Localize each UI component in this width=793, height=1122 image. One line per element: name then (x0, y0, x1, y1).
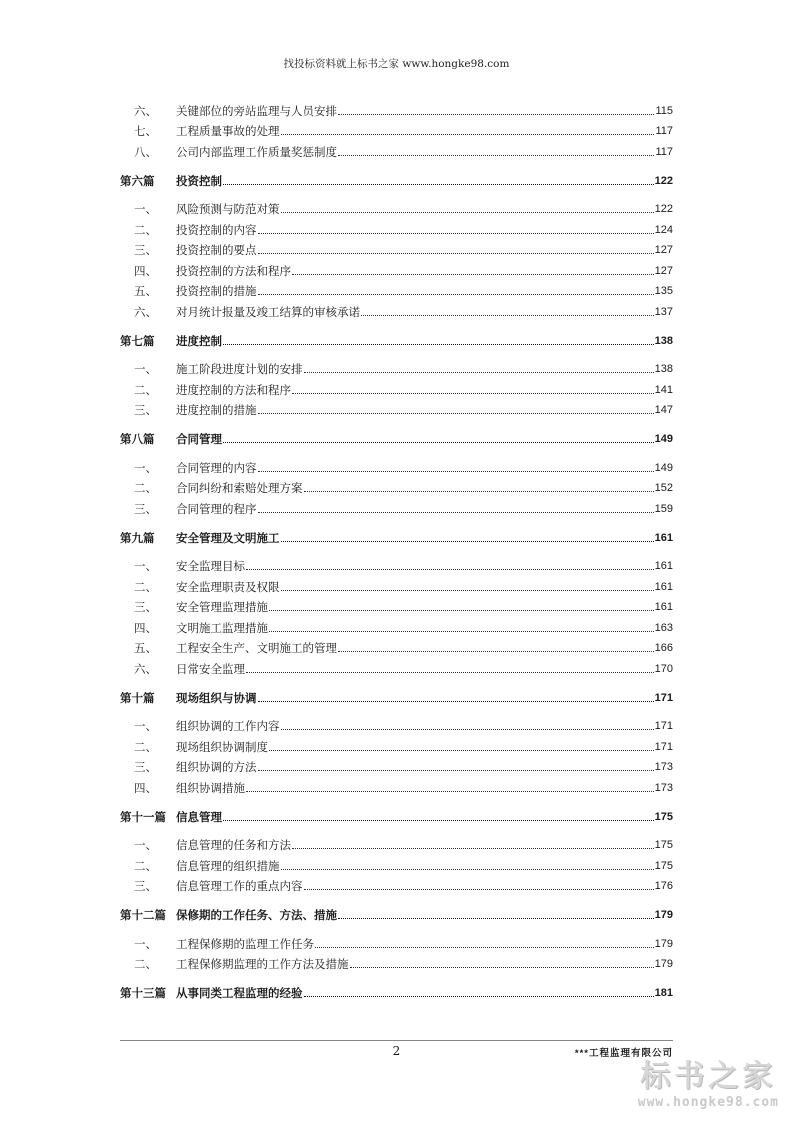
toc-dot-leader (223, 343, 654, 345)
toc-dot-leader (258, 293, 654, 295)
toc-entry-page: 161 (654, 531, 673, 544)
toc-entry-number: 三、 (134, 243, 157, 257)
toc-entry-number: 一、 (134, 719, 157, 733)
toc-section-entry[interactable] (120, 614, 673, 635)
toc-dot-leader (292, 392, 654, 394)
toc-section-entry[interactable] (120, 873, 673, 894)
toc-dot-leader (258, 232, 654, 234)
toc-entry-page: 137 (654, 305, 673, 318)
toc-entry-number: 三、 (134, 879, 157, 893)
toc-entry-page: 171 (654, 740, 673, 753)
toc-section-entry[interactable] (120, 196, 673, 217)
toc-dot-leader (269, 630, 654, 632)
toc-entry-page: 147 (654, 404, 673, 416)
toc-section-entry[interactable] (120, 713, 673, 734)
toc-dot-leader (315, 946, 654, 948)
toc-entry-page: 173 (654, 761, 673, 773)
toc-entry-title: 信息管理的组织措施 (176, 858, 280, 873)
toc-entry-title: 投资控制的措施 (176, 284, 257, 298)
toc-entry-title: 工程保修期的监理工作任务 (176, 936, 314, 951)
toc-dot-leader (269, 609, 654, 611)
footer-divider (120, 1040, 673, 1041)
toc-section-entry[interactable] (120, 376, 673, 397)
toc-section-entry[interactable] (120, 594, 673, 615)
toc-entry-title: 工程质量事故的处理 (176, 124, 280, 138)
toc-section-entry[interactable] (120, 930, 673, 951)
toc-entry-title: 安全管理监理措施 (176, 600, 268, 614)
toc-entry-number: 第九篇 (120, 530, 155, 545)
toc-section-entry[interactable] (120, 774, 673, 795)
toc-dot-leader (258, 412, 654, 414)
toc-entry-title: 合同纠纷和索赔处理方案 (176, 481, 303, 495)
toc-dot-leader (292, 847, 654, 849)
toc-entry-number: 六、 (134, 661, 157, 676)
toc-entry-number: 第十篇 (120, 690, 155, 705)
toc-entry-title: 施工阶段进度计划的安排 (176, 362, 303, 376)
toc-entry-page: 115 (655, 104, 673, 117)
toc-dot-leader (258, 470, 654, 472)
toc-entry-page: 161 (654, 580, 673, 593)
toc-dot-leader (281, 728, 654, 730)
page-header: 找投标资料就上标书之家 www.hongke98.com (283, 58, 510, 70)
toc-entry-page: 181 (654, 987, 673, 999)
toc-entry-number: 二、 (134, 382, 157, 397)
toc-entry-title: 公司内部监理工作质量奖惩制度 (176, 144, 337, 159)
toc-entry-page: 141 (654, 383, 673, 396)
toc-dot-leader (350, 966, 654, 968)
toc-entry-title: 组织协调的方法 (176, 760, 257, 774)
toc-dot-leader (258, 769, 654, 771)
toc-entry-title: 保修期的工作任务、方法、措施 (176, 908, 337, 922)
toc-entry-page: 138 (654, 363, 673, 375)
toc-section-entry[interactable] (120, 118, 673, 139)
toc-entry-title: 合同管理的内容 (176, 460, 257, 475)
watermark-url: www.hongke98.com (637, 1095, 779, 1110)
toc-entry-title: 合同管理 (176, 432, 222, 446)
toc-entry-number: 二、 (134, 957, 157, 971)
toc-dot-leader (304, 371, 654, 373)
table-of-contents (120, 97, 673, 1000)
toc-entry-page: 175 (654, 859, 673, 872)
toc-entry-title: 从事同类工程监理的经验 (176, 986, 303, 1000)
toc-entry-page: 161 (654, 601, 673, 613)
toc-entry-number: 四、 (134, 780, 157, 795)
toc-entry-title: 日常安全监理 (176, 661, 245, 676)
toc-chapter-entry[interactable] (120, 426, 673, 446)
toc-chapter-entry[interactable] (120, 168, 673, 188)
toc-entry-page: 179 (654, 909, 673, 921)
toc-entry-number: 一、 (134, 559, 157, 573)
toc-entry-page: 149 (654, 461, 673, 474)
toc-entry-number: 二、 (134, 858, 157, 873)
toc-section-entry[interactable] (120, 655, 673, 676)
toc-entry-number: 一、 (134, 460, 157, 475)
toc-entry-number: 第十二篇 (120, 908, 166, 922)
toc-dot-leader (281, 540, 654, 542)
toc-entry-title: 安全管理及文明施工 (176, 530, 280, 545)
toc-section-entry[interactable] (120, 298, 673, 319)
toc-entry-page: 122 (654, 174, 673, 187)
toc-entry-number: 二、 (134, 579, 157, 594)
toc-section-entry[interactable] (120, 832, 673, 853)
toc-entry-number: 一、 (134, 202, 157, 216)
toc-section-entry[interactable] (120, 733, 673, 754)
toc-entry-number: 四、 (134, 263, 157, 278)
toc-entry-title: 安全监理目标 (176, 559, 245, 573)
toc-entry-number: 一、 (134, 838, 157, 852)
toc-chapter-entry[interactable] (120, 525, 673, 545)
toc-dot-leader (281, 133, 655, 135)
toc-dot-leader (246, 671, 654, 673)
toc-section-entry[interactable] (120, 951, 673, 972)
watermark-logo (638, 1051, 779, 1110)
toc-dot-leader (338, 113, 654, 115)
toc-entry-page: 122 (654, 203, 673, 215)
toc-entry-page: 175 (654, 810, 673, 823)
toc-entry-number: 二、 (134, 222, 157, 237)
toc-entry-page: 179 (654, 958, 673, 970)
toc-section-entry[interactable] (120, 138, 673, 159)
toc-entry-page: 138 (654, 334, 673, 347)
toc-section-entry[interactable] (120, 278, 673, 299)
toc-entry-page: 163 (654, 621, 673, 634)
toc-entry-title: 工程保修期监理的工作方法及措施 (176, 957, 349, 971)
toc-entry-page: 117 (655, 125, 673, 137)
toc-entry-number: 四、 (134, 620, 157, 635)
toc-entry-number: 八、 (134, 144, 157, 159)
toc-entry-number: 三、 (134, 403, 157, 417)
toc-section-entry[interactable] (120, 553, 673, 574)
toc-entry-title: 投资控制的内容 (176, 222, 257, 237)
toc-entry-page: 179 (654, 937, 673, 950)
toc-entry-number: 五、 (134, 284, 157, 298)
toc-section-entry[interactable] (120, 397, 673, 418)
toc-entry-title: 文明施工监理措施 (176, 620, 268, 635)
toc-entry-title: 合同管理的程序 (176, 501, 257, 516)
toc-section-entry[interactable] (120, 356, 673, 377)
toc-section-entry[interactable] (120, 237, 673, 258)
toc-entry-page: 117 (655, 145, 673, 158)
toc-entry-title: 进度控制的措施 (176, 403, 257, 417)
toc-entry-page: 159 (654, 502, 673, 515)
toc-section-entry[interactable] (120, 852, 673, 873)
toc-dot-leader (304, 490, 654, 492)
toc-chapter-entry[interactable] (120, 328, 673, 348)
toc-dot-leader (223, 183, 654, 185)
toc-chapter-entry[interactable] (120, 685, 673, 705)
toc-section-entry[interactable] (120, 635, 673, 656)
toc-section-entry[interactable] (120, 257, 673, 278)
toc-dot-leader (292, 273, 654, 275)
toc-chapter-entry[interactable] (120, 980, 673, 1000)
toc-entry-page: 127 (654, 244, 673, 256)
toc-entry-number: 六、 (134, 103, 157, 118)
toc-dot-leader (269, 749, 654, 751)
toc-dot-leader (281, 868, 654, 870)
toc-dot-leader (246, 790, 654, 792)
toc-entry-title: 工程安全生产、文明施工的管理 (176, 641, 337, 655)
toc-dot-leader (304, 888, 654, 890)
toc-section-entry[interactable] (120, 754, 673, 775)
toc-dot-leader (361, 314, 654, 316)
toc-entry-title: 现场组织与协调 (176, 690, 257, 705)
toc-entry-title: 对月统计报量及竣工结算的审核承诺 (176, 304, 360, 319)
toc-entry-page: 127 (654, 264, 673, 277)
toc-entry-number: 六、 (134, 304, 157, 319)
toc-entry-number: 第十一篇 (120, 809, 166, 824)
toc-dot-leader (338, 917, 654, 919)
toc-entry-number: 二、 (134, 739, 157, 754)
toc-dot-leader (246, 568, 654, 570)
toc-section-entry[interactable] (120, 454, 673, 475)
toc-entry-title: 进度控制的方法和程序 (176, 382, 291, 397)
toc-dot-leader (223, 819, 654, 821)
toc-entry-title: 信息管理的任务和方法 (176, 838, 291, 852)
toc-chapter-entry[interactable] (120, 902, 673, 922)
toc-dot-leader (304, 995, 654, 997)
toc-dot-leader (223, 441, 654, 443)
toc-entry-number: 三、 (134, 501, 157, 516)
toc-entry-page: 170 (654, 662, 673, 675)
toc-entry-title: 风险预测与防范对策 (176, 202, 280, 216)
toc-entry-title: 关键部位的旁站监理与人员安排 (176, 103, 337, 118)
toc-entry-title: 投资控制的方法和程序 (176, 263, 291, 278)
toc-entry-number: 一、 (134, 362, 157, 376)
toc-entry-page: 161 (654, 560, 673, 572)
footer-company-name: ***工程监理有限公司 (574, 1048, 673, 1059)
toc-section-entry[interactable] (120, 97, 673, 118)
toc-entry-title: 现场组织协调制度 (176, 739, 268, 754)
toc-section-entry[interactable] (120, 495, 673, 516)
toc-entry-title: 投资控制的要点 (176, 243, 257, 257)
toc-entry-number: 第十三篇 (120, 986, 166, 1000)
toc-entry-title: 信息管理工作的重点内容 (176, 879, 303, 893)
toc-dot-leader (338, 650, 654, 652)
toc-dot-leader (281, 211, 654, 213)
toc-entry-page: 152 (654, 482, 673, 494)
toc-entry-title: 进度控制 (176, 333, 222, 348)
toc-entry-page: 171 (654, 720, 673, 732)
toc-entry-page: 173 (654, 781, 673, 794)
toc-section-entry[interactable] (120, 573, 673, 594)
toc-dot-leader (258, 511, 654, 513)
toc-entry-number: 五、 (134, 641, 157, 655)
toc-entry-page: 135 (654, 285, 673, 297)
toc-entry-page: 124 (654, 223, 673, 236)
toc-entry-number: 三、 (134, 760, 157, 774)
toc-entry-page: 149 (654, 433, 673, 445)
toc-entry-number: 七、 (134, 124, 157, 138)
toc-entry-title: 投资控制 (176, 173, 222, 188)
toc-entry-number: 第六篇 (120, 173, 155, 188)
toc-entry-number: 一、 (134, 936, 157, 951)
toc-dot-leader (281, 589, 654, 591)
toc-dot-leader (258, 252, 654, 254)
toc-entry-number: 二、 (134, 481, 157, 495)
toc-entry-title: 安全监理职责及权限 (176, 579, 280, 594)
watermark-brand: 标书之家 (640, 1059, 777, 1094)
toc-entry-page: 171 (654, 691, 673, 704)
toc-entry-page: 175 (654, 839, 673, 851)
toc-entry-number: 第八篇 (120, 432, 155, 446)
toc-entry-page: 166 (654, 642, 673, 654)
toc-dot-leader (338, 154, 654, 156)
toc-dot-leader (258, 700, 654, 702)
toc-section-entry[interactable] (120, 475, 673, 496)
toc-entry-title: 组织协调的工作内容 (176, 719, 280, 733)
toc-chapter-entry[interactable] (120, 804, 673, 824)
toc-section-entry[interactable] (120, 216, 673, 237)
toc-entry-title: 信息管理 (176, 809, 222, 824)
toc-entry-number: 三、 (134, 600, 157, 614)
toc-entry-number: 第七篇 (120, 333, 155, 348)
toc-entry-title: 组织协调措施 (176, 780, 245, 795)
toc-entry-page: 176 (654, 880, 673, 892)
page-number: 2 (392, 1044, 401, 1058)
